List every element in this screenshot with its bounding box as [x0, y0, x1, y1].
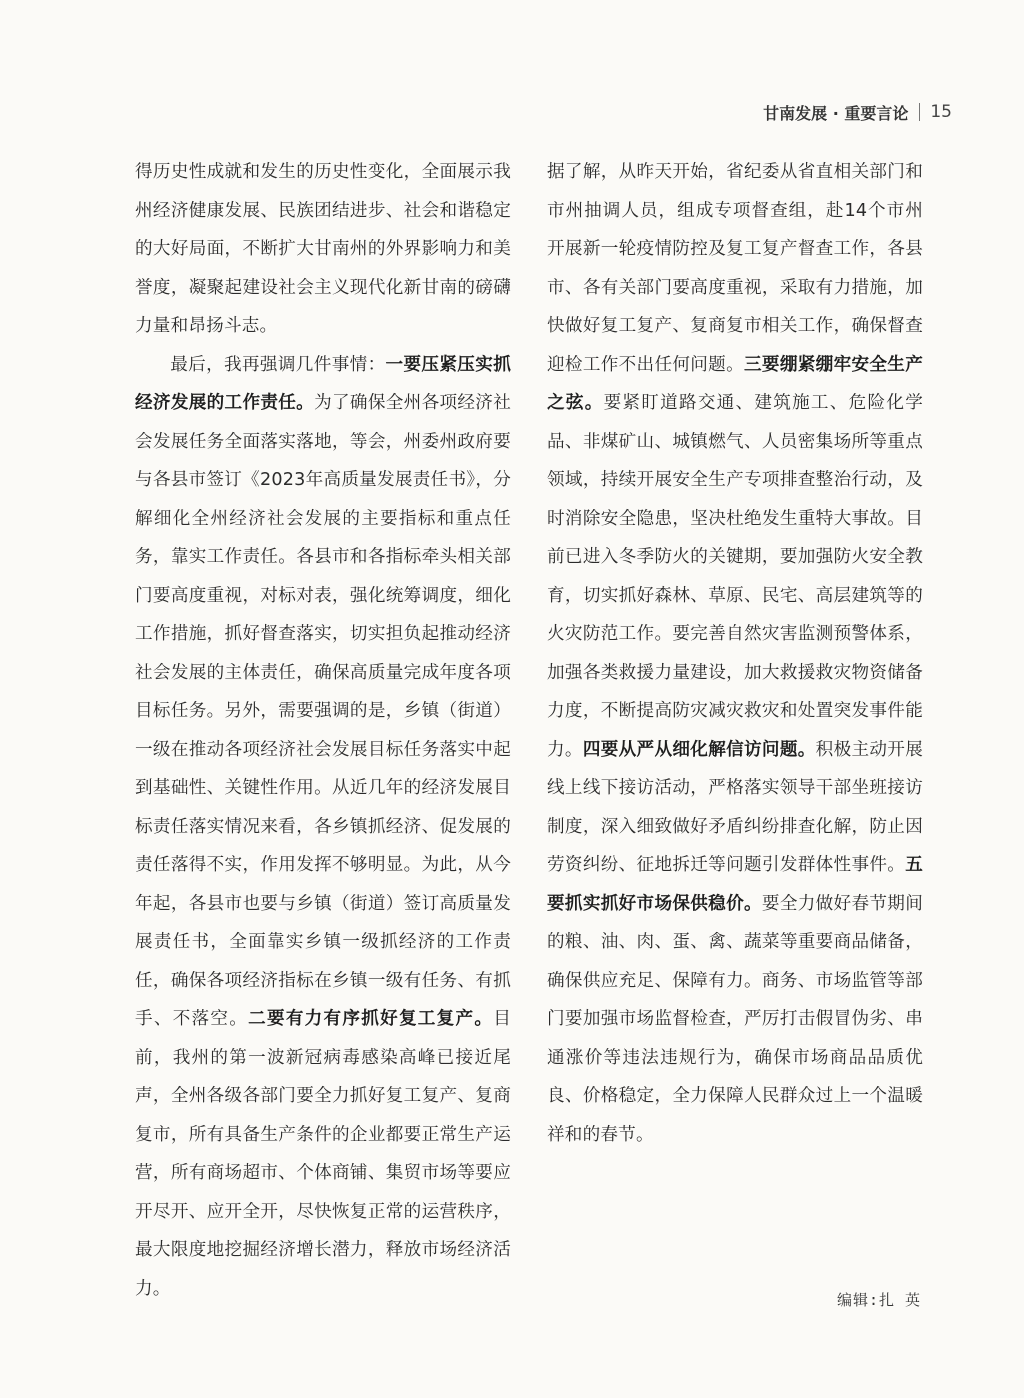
paragraph-intro-text: 最后，我再强调几件事情： [170, 354, 386, 375]
paragraph-final-points [135, 346, 511, 1309]
right-column [547, 153, 923, 1154]
point-one-heading: 一要压紧压实抓经济发展的工作责任。 [135, 354, 511, 413]
paragraph-continuation: 得历史性成就和发生的历史性变化，全面展示我州经济健康发展、民族团结进步、社会和谐稳定的大好局面，不断扩大甘南州的外界影响力和美誉度，凝聚起建设社会主义现代化新甘南的磅礴力量和昂扬斗志。 [135, 162, 511, 336]
point-one-text: 为了确保全州各项经济社会发展任务全面落实落地，等会，州委州政府要与各县市签订《2023年高质量发展责任书》，分解细化全州经济社会发展的主要指标和重点任务，靠实工作责任。各县市和各指标牵头相关部门要高度重视，对标对表，强化统筹调度，细化工作措施，抓好督查落实，切实担负起推动经济社会发展的主体责任，确保高质量完成年度各项目标任务。另外，需要强调的是，乡镇（街道）一级在推动各项经济社会发展目标任务落实中起到基础性、关键性作用。从近几年的经济发展目标责任落实情况来看，各乡镇抓经济、促发展的责任落得不实，作用发挥不够明显。为此，从今年起，各县市也要与乡镇（街道）签订高质量发展责任书，全面靠实乡镇一级抓经济的工作责任，确保各项经济指标在乡镇一级有任务、有抓手、不落空。 [135, 393, 511, 1029]
point-two-heading: 二要有力有序抓好复工复产。 [248, 1009, 494, 1029]
point-four-text: 积极主动开展线上线下接访活动，严格落实领导干部坐班接访制度，深入细致做好矛盾纠纷排查化解，防止因劳资纠纷、征地拆迁等问题引发群体性事件。 [547, 739, 923, 875]
section-title: 甘南发展 · 重要言论 [763, 103, 909, 123]
editor-credit: 编辑:扎 英 [836, 1291, 921, 1309]
header-divider [919, 103, 920, 121]
left-column [135, 153, 511, 1308]
point-two-text: 目前，我州的第一波新冠病毒感染高峰已接近尾声，全州各级各部门要全力抓好复工复产、复商复市，所有具备生产条件的企业都要正常生产运营，所有商场超市、个体商铺、集贸市场等要应开尽开、应开全开，尽快恢复正常的运营秩序，最大限度地挖掘经济增长潜力，释放市场经济活力。 [135, 1009, 512, 1299]
point-two-continuation: 据了解，从昨天开始，省纪委从省直相关部门和市州抽调人员，组成专项督查组，赴14个市州开展新一轮疫情防控及复工复产督查工作，各县市、各有关部门要高度重视，采取有力措施，加快做好复工复产、复商复市相关工作，确保督查迎检工作不出任何问题。 [547, 162, 923, 375]
point-four-heading: 四要从严从细化解信访问题。 [582, 739, 816, 760]
point-three-heading: 三要绷紧绷牢安全生产之弦。 [547, 354, 923, 413]
point-five-heading: 五要抓实抓好市场保供稳价。 [547, 855, 923, 914]
point-three-text: 要紧盯道路交通、建筑施工、危险化学品、非煤矿山、城镇燃气、人员密集场所等重点领域，持续开展安全生产专项排查整治行动，及时消除安全隐患，坚决杜绝发生重特大事故。目前已进入冬季防火的关键期，要加强防火安全教育，切实抓好森林、草原、民宅、高层建筑等的火灾防范工作。要完善自然灾害监测预警体系，加强各类救援力量建设，加大救援救灾物资储备力度，不断提高防灾减灾救灾和处置突发事件能力。 [547, 393, 923, 760]
point-five-text: 要全力做好春节期间的粮、油、肉、蛋、禽、蔬菜等重要商品储备，确保供应充足、保障有力。商务、市场监管等部门要加强市场监督检查，严厉打击假冒伪劣、串通涨价等违法违规行为，确保市场商品品质优良、价格稳定，全力保障人民群众过上一个温暖祥和的春节。 [547, 893, 923, 1145]
page-number: 15 [930, 102, 952, 122]
running-header [763, 98, 952, 126]
paragraph-right [547, 153, 923, 1154]
